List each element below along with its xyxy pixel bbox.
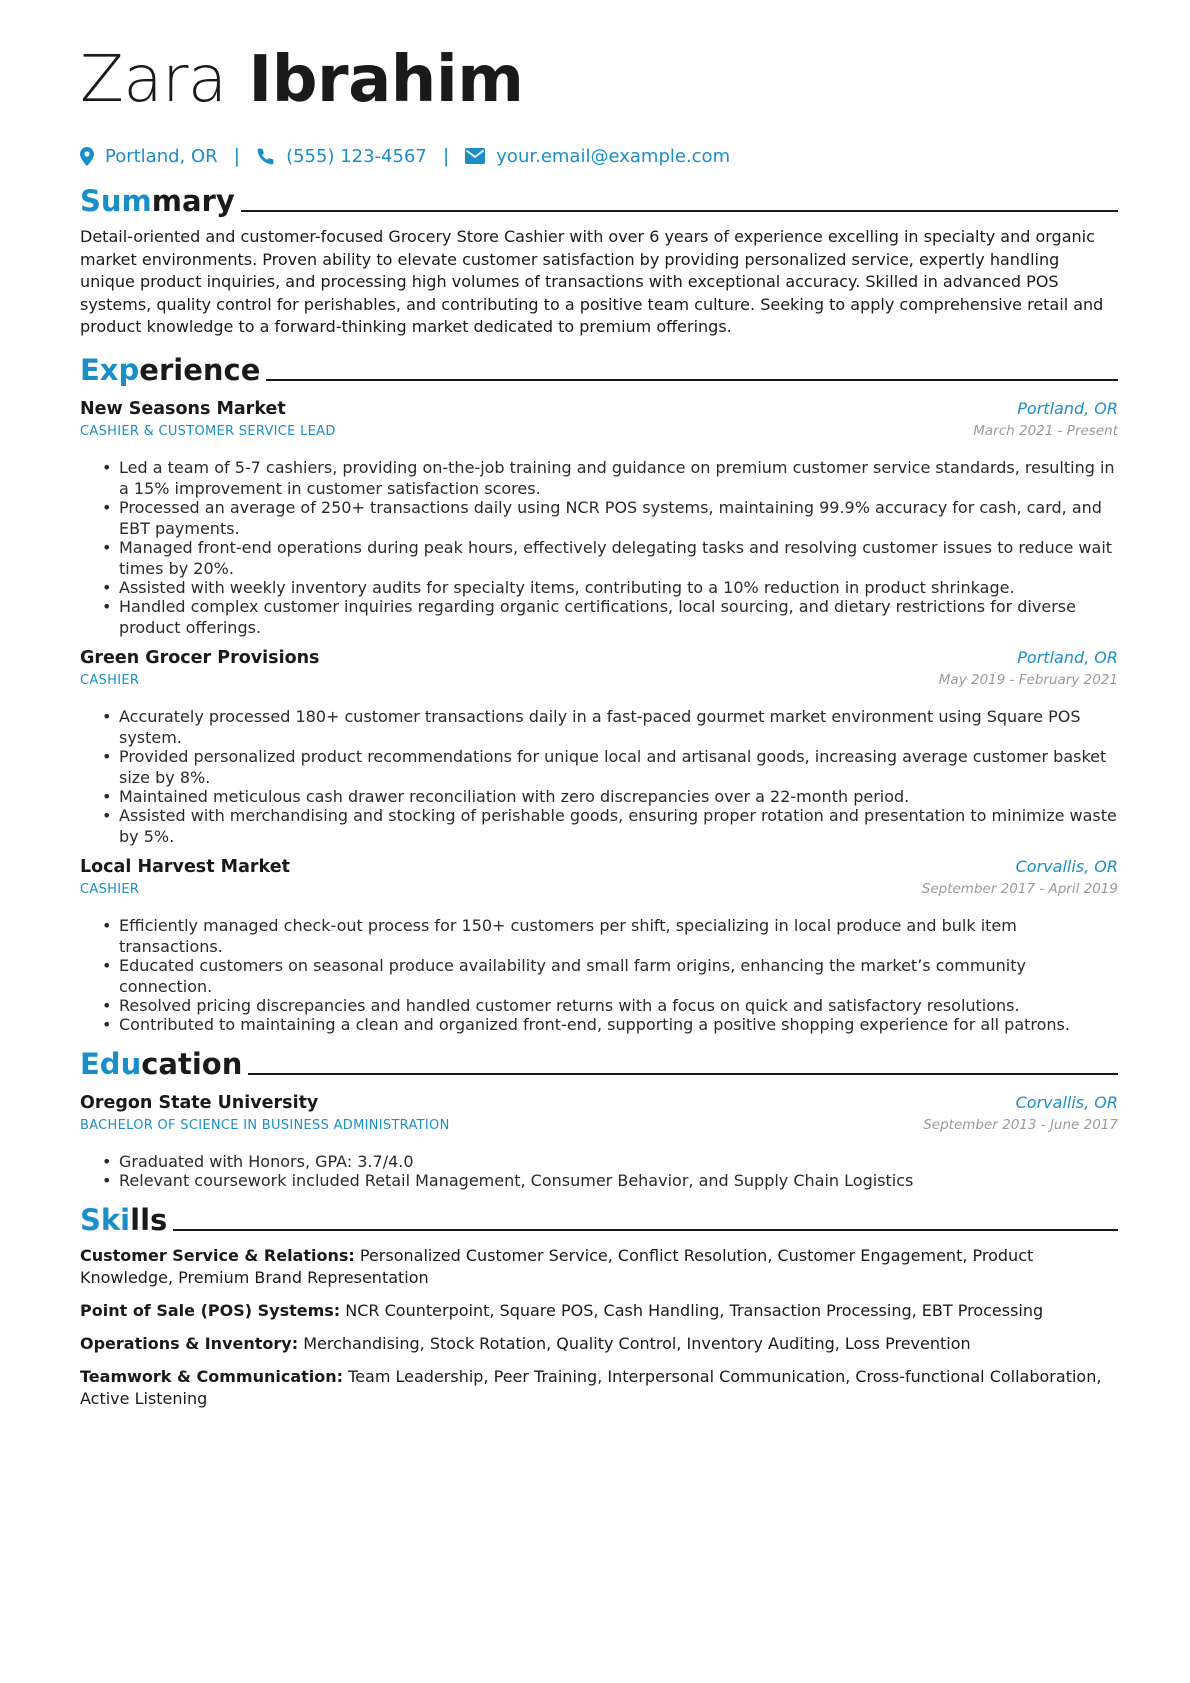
job-title: CASHIER xyxy=(80,881,140,897)
skill-row xyxy=(80,1366,1118,1410)
list-item: • Resolved pricing discrepancies and handled customer returns with a focus on quick and satisfactory resolutions. xyxy=(102,995,1118,1016)
location-text: Portland, OR xyxy=(105,145,218,167)
achievement-list xyxy=(80,457,1118,638)
contact-location xyxy=(80,146,218,167)
skill-items: Personalized Customer Service, Conflict Resolution, Customer Engagement, Product Knowledge, Premium Brand Representation xyxy=(80,1245,1034,1287)
list-item: • Assisted with merchandising and stocking of perishable goods, ensuring proper rotation and presentation to minimize waste by 5%. xyxy=(102,805,1118,847)
last-name: Ibrahim xyxy=(248,43,524,117)
employer-name: Green Grocer Provisions xyxy=(80,647,320,668)
school-name: Oregon State University xyxy=(80,1092,319,1113)
achievement-list xyxy=(80,706,1118,847)
contact-bar xyxy=(80,142,1118,170)
section-title: Summary xyxy=(80,184,235,218)
employer-name: New Seasons Market xyxy=(80,398,286,419)
list-item: • Graduated with Honors, GPA: 3.7/4.0 xyxy=(102,1151,1118,1172)
contact-separator: | xyxy=(233,145,241,167)
list-item: • Contributed to maintaining a clean and organized front-end, supporting a positive shopping experience for all patrons. xyxy=(102,1014,1118,1035)
phone-icon xyxy=(256,147,275,166)
school-location: Corvallis, OR xyxy=(1015,1092,1118,1112)
skill-row xyxy=(80,1245,1118,1289)
section-title: Education xyxy=(80,1046,243,1081)
job-dates: May 2019 - February 2021 xyxy=(938,671,1118,688)
contact-phone[interactable] xyxy=(256,146,427,167)
employer-name: Local Harvest Market xyxy=(80,856,290,877)
candidate-name xyxy=(80,40,1118,120)
skills-section-header xyxy=(80,1199,1118,1237)
achievement-list xyxy=(80,915,1118,1035)
summary-section-header xyxy=(80,180,1118,218)
education-details xyxy=(80,1151,1118,1191)
list-item: • Led a team of 5-7 cashiers, providing on-the-job training and guidance on premium customer service standards, resulting in a 15% improvement in customer satisfaction scores. xyxy=(102,457,1118,499)
education-entry xyxy=(80,1093,1118,1191)
skill-category: Teamwork & Communication: xyxy=(80,1366,344,1386)
list-item: • Processed an average of 250+ transactions daily using NCR POS systems, maintaining 99.9% accuracy for cash, card, and EBT payments. xyxy=(102,497,1118,539)
degree-title: BACHELOR OF SCIENCE IN BUSINESS ADMINISTRATION xyxy=(80,1117,450,1133)
section-rule xyxy=(266,379,1118,381)
list-item: • Assisted with weekly inventory audits for specialty items, contributing to a 10% reduction in product shrinkage. xyxy=(102,577,1118,598)
experience-section-header xyxy=(80,349,1118,387)
list-item: • Relevant coursework included Retail Management, Consumer Behavior, and Supply Chain Logistics xyxy=(102,1170,1118,1191)
job-title: CASHIER xyxy=(80,672,140,688)
job-dates: March 2021 - Present xyxy=(973,422,1118,439)
list-item: • Accurately processed 180+ customer transactions daily in a fast-paced gourmet market environment using Square POS system. xyxy=(102,706,1118,748)
education-section-header xyxy=(80,1043,1118,1081)
section-rule xyxy=(173,1229,1118,1231)
job-dates: September 2017 - April 2019 xyxy=(921,880,1118,897)
list-item: • Managed front-end operations during peak hours, effectively delegating tasks and resolving customer issues to reduce wait times by 20%. xyxy=(102,537,1118,579)
skill-items: Team Leadership, Peer Training, Interpersonal Communication, Cross-functional Collaboration, Active Listening xyxy=(80,1366,1102,1408)
email-text: your.email@example.com xyxy=(496,145,731,167)
section-rule xyxy=(241,210,1118,212)
experience-entry xyxy=(80,857,1118,1035)
list-item: • Handled complex customer inquiries regarding organic certifications, local sourcing, and dietary restrictions for diverse product offerings. xyxy=(102,596,1118,638)
summary-text: Detail-oriented and customer-focused Grocery Store Cashier with over 6 years of experience excelling in specialty and organic market environments. Proven ability to elevate customer satisfaction by providing personalized service, expertly handling unique product inquiries, and processing high volumes of transactions with exceptional accuracy. Skilled in advanced POS systems, quality control for perishables, and contributing to a positive team culture. Seeking to apply comprehensive retail and product knowledge to a forward-thinking market dedicated to premium offerings. xyxy=(80,227,1104,336)
phone-text: (555) 123-4567 xyxy=(286,145,427,167)
skill-category: Point of Sale (POS) Systems: xyxy=(80,1300,341,1320)
skills-list xyxy=(80,1245,1118,1410)
skill-row xyxy=(80,1333,1118,1355)
skill-category: Operations & Inventory: xyxy=(80,1333,299,1353)
skill-category: Customer Service & Relations: xyxy=(80,1245,355,1265)
section-title: Experience xyxy=(80,352,261,387)
section-rule xyxy=(248,1073,1118,1075)
skill-row xyxy=(80,1300,1118,1322)
contact-email[interactable] xyxy=(465,146,730,167)
skill-items: NCR Counterpoint, Square POS, Cash Handling, Transaction Processing, EBT Processing xyxy=(345,1300,1044,1320)
skill-items: Merchandising, Stock Rotation, Quality Control, Inventory Auditing, Loss Prevention xyxy=(303,1333,971,1353)
employer-location: Portland, OR xyxy=(1017,647,1118,667)
employer-location: Portland, OR xyxy=(1017,398,1118,418)
experience-entry xyxy=(80,648,1118,847)
first-name: Zara xyxy=(80,43,227,117)
list-item: • Maintained meticulous cash drawer reconciliation with zero discrepancies over a 22-month period. xyxy=(102,786,1118,807)
map-pin-icon xyxy=(80,147,94,166)
list-item: • Efficiently managed check-out process for 150+ customers per shift, specializing in local produce and bulk item transactions. xyxy=(102,915,1118,957)
education-dates: September 2013 - June 2017 xyxy=(923,1116,1118,1133)
experience-entry xyxy=(80,399,1118,638)
job-title: CASHIER & CUSTOMER SERVICE LEAD xyxy=(80,423,336,439)
list-item: • Educated customers on seasonal produce availability and small farm origins, enhancing the market’s community connection. xyxy=(102,955,1118,997)
employer-location: Corvallis, OR xyxy=(1015,856,1118,876)
contact-separator: | xyxy=(442,145,450,167)
list-item: • Provided personalized product recommendations for unique local and artisanal goods, increasing average customer basket size by 8%. xyxy=(102,746,1118,788)
section-title: Skills xyxy=(80,1202,168,1237)
envelope-icon xyxy=(465,148,485,164)
